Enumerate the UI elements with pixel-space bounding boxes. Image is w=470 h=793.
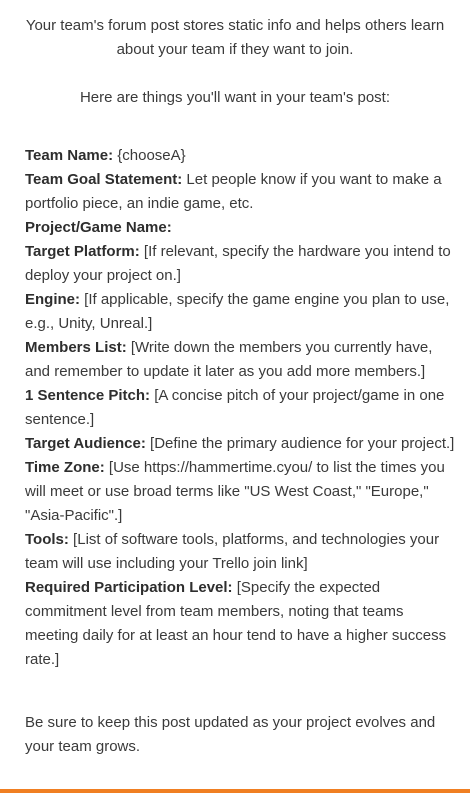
field-required-participation-level bbox=[25, 576, 455, 672]
field-label: Time Zone: bbox=[25, 459, 105, 476]
field-label: Members List: bbox=[25, 339, 127, 356]
field-members-list bbox=[25, 336, 455, 384]
intro-subhead: Here are things you'll want in your team's post: bbox=[79, 89, 391, 106]
field-value: [List of software tools, platforms, and technologies your team will use including your Trello join link] bbox=[25, 531, 440, 572]
field-team-goal-statement bbox=[25, 168, 455, 216]
field-value: [Define the primary audience for your project.] bbox=[145, 435, 455, 452]
field-value: {chooseA} bbox=[113, 147, 186, 164]
field-value: [Use https://hammertime.cyou/ to list the times you will meet or use broad terms like "US West Coast," "Europe," "Asia-Pacific".] bbox=[25, 459, 445, 524]
field-value: Let people know if you want to make a portfolio piece, an indie game, etc. bbox=[25, 171, 442, 212]
intro-lead: Your team's forum post stores static info and helps others learn about your team if they want to join. bbox=[25, 17, 445, 58]
field-label: Engine: bbox=[25, 291, 80, 308]
outro-note: Be sure to keep this post updated as your project evolves and your team grows. bbox=[25, 714, 436, 755]
field-project-game-name bbox=[25, 216, 455, 240]
field-label: Team Goal Statement: bbox=[25, 171, 183, 188]
field-label: Tools: bbox=[25, 531, 69, 548]
field-value: [If applicable, specify the game engine you plan to use, e.g., Unity, Unreal.] bbox=[25, 291, 450, 332]
field-engine bbox=[25, 288, 455, 336]
field-target-audience bbox=[25, 432, 455, 456]
accent-bar bbox=[0, 789, 470, 793]
intro-section bbox=[0, 14, 470, 110]
field-team-name bbox=[25, 144, 455, 168]
field-label: Target Audience: bbox=[25, 435, 146, 452]
field-label: Project/Game Name: bbox=[25, 219, 172, 236]
field-target-platform bbox=[25, 240, 455, 288]
field-label: Target Platform: bbox=[25, 243, 140, 260]
field-tools bbox=[25, 528, 455, 576]
field-time-zone bbox=[25, 456, 455, 528]
field-value: [A concise pitch of your project/game in one sentence.] bbox=[25, 387, 445, 428]
team-post-fields bbox=[25, 144, 455, 672]
field-value: [Write down the members you currently have, and remember to update it later as you add more members.] bbox=[25, 339, 433, 380]
field-one-sentence-pitch bbox=[25, 384, 455, 432]
field-label: Required Participation Level: bbox=[25, 579, 233, 596]
field-value: [Specify the expected commitment level from team members, noting that teams meeting daily for at least an hour tend to have a higher success rate.] bbox=[25, 579, 447, 668]
field-label: 1 Sentence Pitch: bbox=[25, 387, 151, 404]
field-label: Team Name: bbox=[25, 147, 114, 164]
field-value: [If relevant, specify the hardware you intend to deploy your project on.] bbox=[25, 243, 451, 284]
